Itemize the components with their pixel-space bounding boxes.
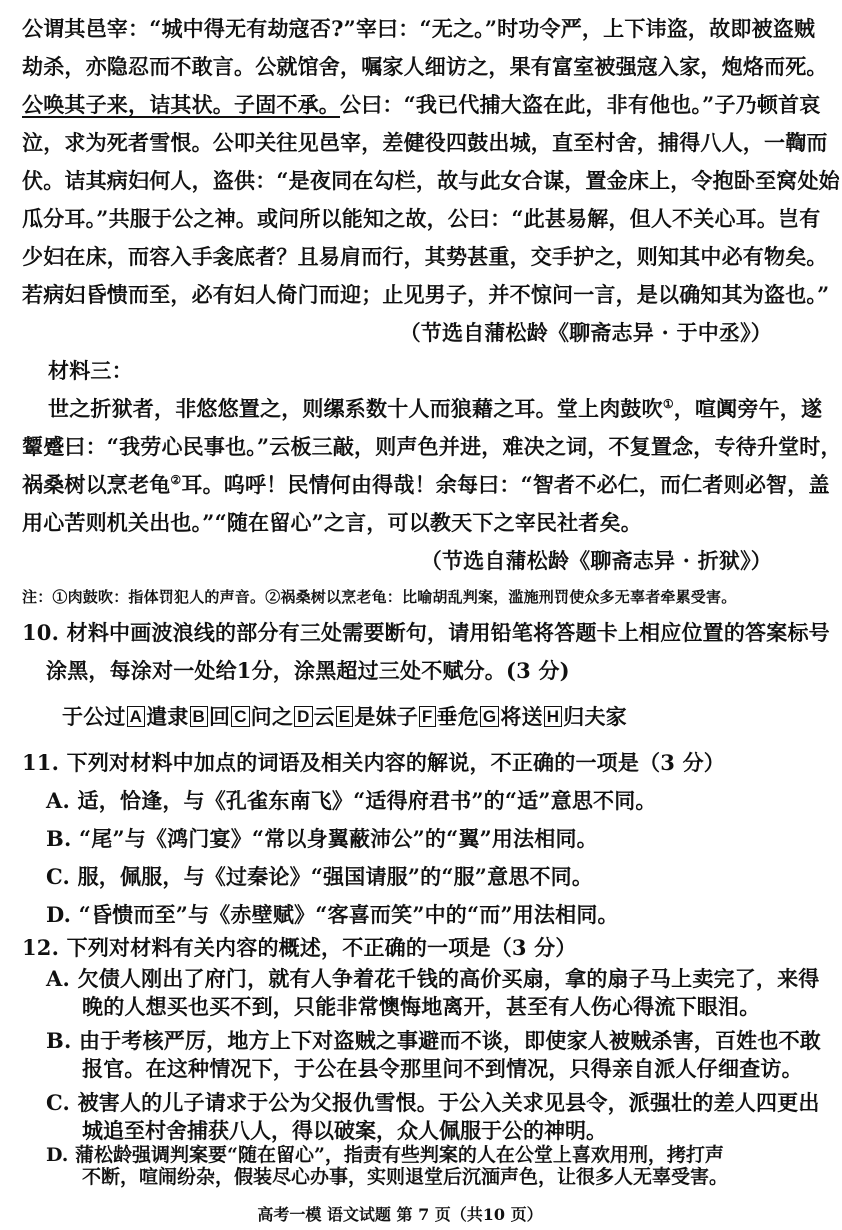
q11-option-c[interactable]: C. 服，佩服，与《过秦论》“强国请服”的“服”意思不同。 [46, 864, 594, 889]
break-option-f[interactable]: F [419, 706, 436, 727]
passage-line-3-rest: 公曰：“我已代捕大盗在此，非有他也。”子乃顿首哀 [340, 92, 821, 117]
footnotes: 注：①肉鼓吹：指体罚犯人的声音。②祸桑树以烹老龟：比喻胡乱判案，滥施刑罚使众多无辜者牵累受害。 [22, 588, 737, 606]
material3-line-3 [22, 472, 830, 497]
segment: 将送 [500, 704, 543, 729]
q10-line-2: 涂黑，每涂对一处给1分，涂黑超过三处不赋分。(3 分) [46, 658, 570, 683]
q10-stem-1: 材料中画波浪线的部分有三处需要断句，请用铅笔将答题卡上相应位置的答案标号 [66, 620, 830, 645]
material3-line-2: 颦蹙曰：“我劳心民事也。”云板三敲，则声色并进，难决之词，不复置念，专待升堂时， [22, 434, 842, 459]
segment: 归夫家 [563, 704, 627, 729]
q12-stem [22, 937, 782, 958]
passage-line-6: 瓜分耳。”共服于公之神。或问所以能知之故，公曰：“此甚易解，但人不关心耳。岂有 [22, 206, 821, 231]
break-option-a[interactable]: A [127, 706, 145, 727]
q12-option-c-line-2: 城追至村舍捕获八人，得以破案，众人佩服于公的神明。 [82, 1118, 607, 1143]
break-option-d[interactable]: D [294, 706, 312, 727]
segment: 于公过 [62, 704, 126, 729]
passage-line-2: 劫杀，亦隐忍而不敢言。公就馆舍，嘱家人细访之，果有富室被强寇入家，炮烙而死。 [22, 54, 828, 79]
segment: 问之 [250, 704, 294, 729]
passage-source: （节选自蒲松龄《聊斋志异 · 于中丞》） [399, 320, 772, 345]
q10-number: 10. [22, 620, 60, 645]
q12-stem-text: 下列对材料有关内容的概述，不正确的一项是（3 分） [66, 935, 577, 960]
q10-line-1 [22, 620, 830, 645]
q12-number: 12. [22, 935, 60, 960]
break-option-c[interactable]: C [231, 706, 249, 727]
material3-line-1a: 世之折狱者，非悠悠置之，则缧系数十人而狼藉之耳。堂上肉鼓吹 [48, 396, 663, 421]
footnote-marker-1: ① [662, 397, 674, 411]
page-footer: 高考一模 语文试题 第 7 页（共10 页） [257, 1205, 543, 1224]
q12-option-a-line-2: 晚的人想买也买不到，只能非常懊悔地离开，甚至有人伤心得流下眼泪。 [82, 994, 761, 1019]
material3-line-4: 用心苦则机关出也。”“随在留心”之言，可以教天下之宰民社者矣。 [22, 510, 642, 535]
passage-line-4: 泣，求为死者雪恨。公叩关往见邑宰，差健役四鼓出城，直至村舍，捕得八人，一鞫而 [22, 130, 828, 155]
q11-stem [22, 752, 782, 773]
segment: 垂危 [436, 704, 479, 729]
q11-option-b[interactable]: B. “尾”与《鸿门宴》“常以身翼蔽沛公”的“翼”用法相同。 [46, 826, 598, 851]
segment: 云 [313, 704, 335, 729]
q10-sentence [62, 706, 782, 727]
q11-option-d[interactable]: D. “昏愦而至”与《赤壁赋》“客喜而笑”中的“而”用法相同。 [46, 902, 619, 927]
material3-line-3b: 耳。呜呼！民情何由得哉！余每曰：“智者不必仁，而仁者则必智，盖 [181, 472, 830, 497]
q12-option-a-line-1[interactable]: A. 欠债人刚出了府门，就有人争着花千钱的高价买扇，拿的扇子马上卖完了，来得 [46, 966, 820, 991]
q12-option-c-line-1[interactable]: C. 被害人的儿子请求于公为父报仇雪恨。于公入关求见县令，派强壮的差人四更出 [46, 1090, 820, 1115]
q12-option-b-line-1[interactable]: B. 由于考核严厉，地方上下对盗贼之事避而不谈，即使家人被贼杀害，百姓也不敢 [46, 1028, 821, 1053]
material3-line-3a: 祸桑树以烹老龟 [22, 472, 171, 497]
passage-line-3 [22, 92, 821, 117]
break-option-e[interactable]: E [336, 706, 354, 727]
material3-source: （节选自蒲松龄《聊斋志异 · 折狱》） [420, 548, 772, 573]
q11-option-a[interactable]: A. 适，恰逢，与《孔雀东南飞》“适得府君书”的“适”意思不同。 [46, 788, 657, 813]
q11-stem-text: 下列对材料中加点的词语及相关内容的解说，不正确的一项是（3 分） [66, 750, 725, 775]
material3-line-1b: ，喧阗旁午，遂 [673, 396, 823, 421]
break-option-b[interactable]: B [190, 706, 208, 727]
q12-option-d-line-2: 不断，喧闹纷杂，假装尽心办事，实则退堂后沉湎声色，让很多人无辜受害。 [82, 1166, 729, 1188]
passage-line-1: 公谓其邑宰：“城中得无有劫寇否?”宰曰：“无之。”时功令严，上下讳盗，故即被盗贼 [22, 16, 816, 41]
footnote-marker-2: ② [170, 473, 182, 487]
q12-option-d-line-1[interactable]: D. 蒲松龄强调判案要“随在留心”，指责有些判案的人在公堂上喜欢用刑，拷打声 [46, 1144, 724, 1166]
q11-number: 11. [22, 750, 60, 775]
passage-line-5: 伏。诘其病妇何人，盗供：“是夜同在勾栏，故与此女合谋，置金床上，令抱卧至窝处始 [22, 168, 840, 193]
break-option-h[interactable]: H [544, 706, 562, 727]
passage-line-7: 少妇在床，而容入手衾底者？且易肩而行，其势甚重，交手护之，则知其中必有物矣。 [22, 244, 828, 269]
segment: 回 [208, 704, 231, 729]
q12-option-b-line-2: 报官。在这种情况下，于公在县令那里问不到情况，只得亲自派人仔细查访。 [82, 1056, 803, 1081]
break-option-g[interactable]: G [480, 706, 499, 727]
material3-line-1 [48, 396, 823, 421]
underlined-sentence: 公唤其子来，诘其状。子固不承。 [22, 92, 340, 117]
segment: 遣隶 [146, 704, 189, 729]
passage-line-8: 若病妇昏愦而至，必有妇人倚门而迎；止见男子，并不惊问一言，是以确知其为盗也。” [22, 282, 830, 307]
segment: 是妹子 [354, 704, 418, 729]
material3-heading: 材料三： [48, 358, 133, 383]
